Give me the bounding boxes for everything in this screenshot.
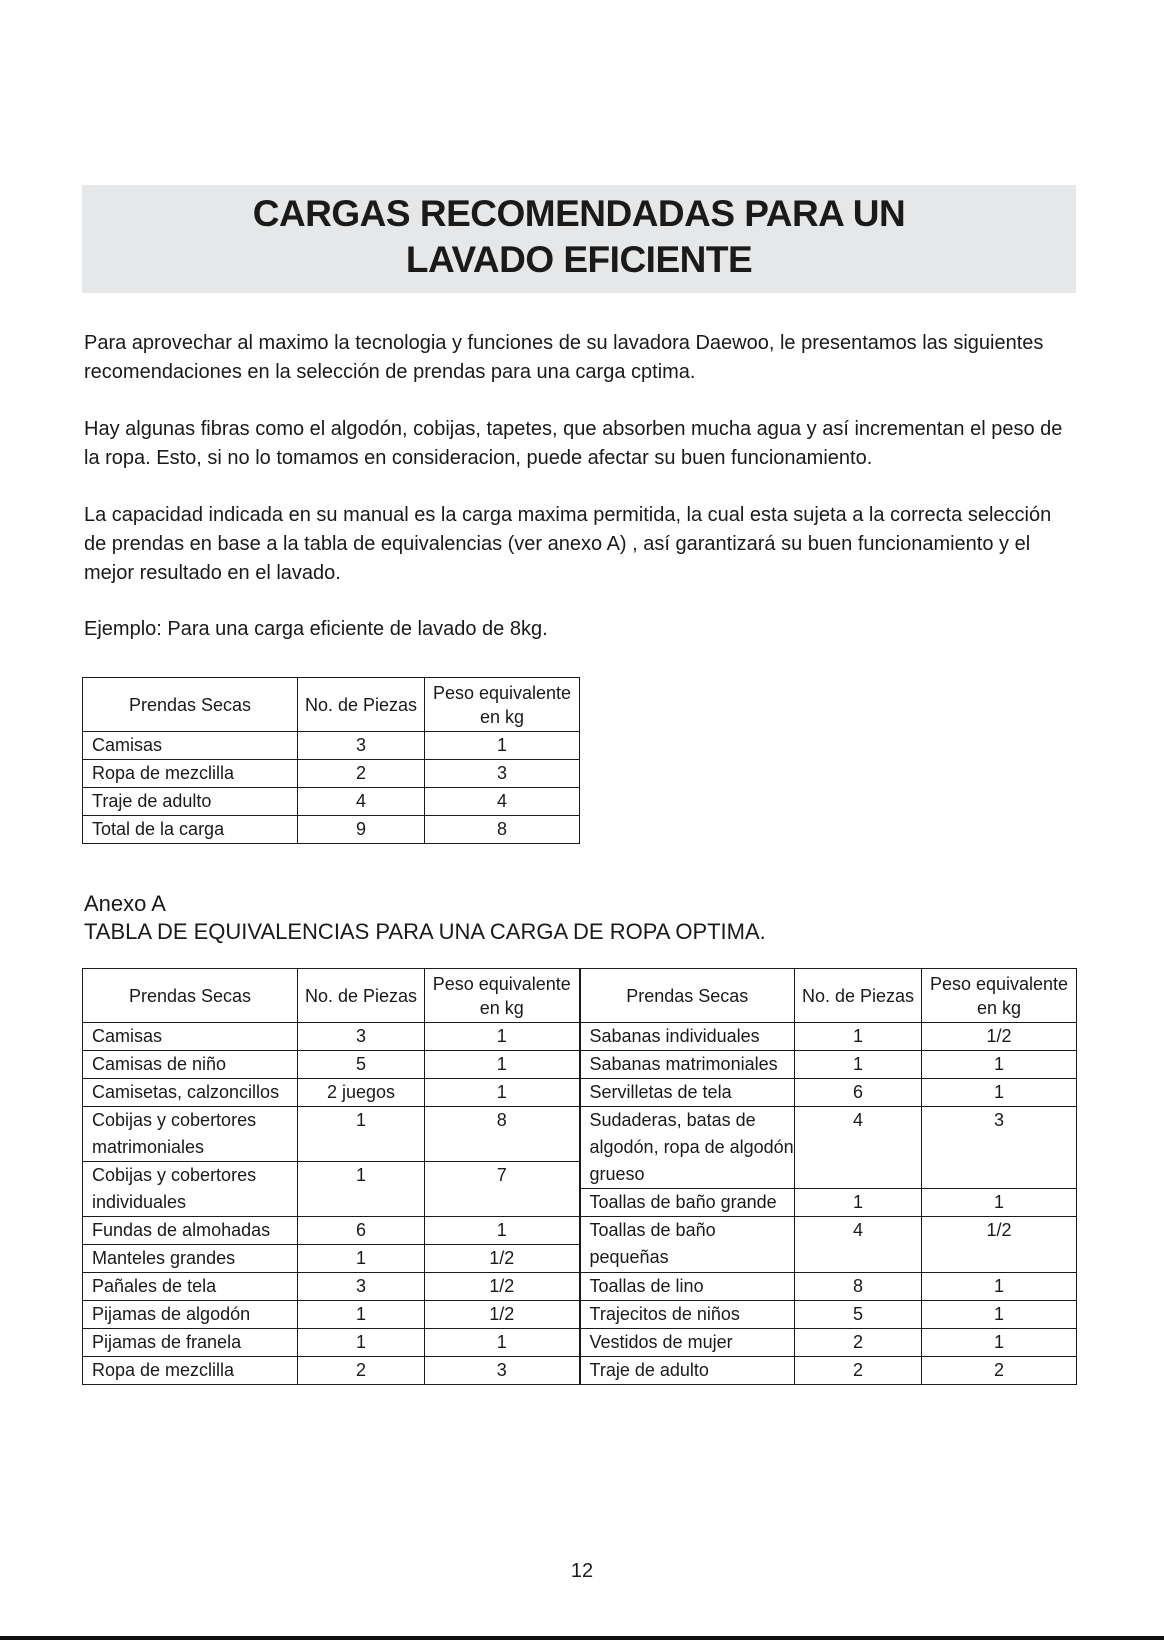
garment-cell: Servilletas de tela bbox=[580, 1079, 795, 1107]
garment-cell: Camisas de niño bbox=[83, 1051, 298, 1079]
equivalence-table bbox=[82, 968, 1077, 1385]
header-garment: Prendas Secas bbox=[83, 678, 298, 732]
garment-cell: Cobijas y cobertores matrimoniales bbox=[83, 1107, 298, 1162]
pieces-cell: 1 bbox=[298, 1329, 425, 1357]
garment-cell: Ropa de mezclilla bbox=[83, 1357, 298, 1385]
example-table-header bbox=[83, 678, 580, 732]
pieces-cell: 4 bbox=[298, 788, 425, 816]
table-row bbox=[83, 1273, 1077, 1301]
pieces-cell: 9 bbox=[298, 816, 425, 844]
garment-cell: Manteles grandes bbox=[83, 1245, 298, 1273]
header-pieces: No. de Piezas bbox=[298, 969, 425, 1023]
pieces-cell: 2 bbox=[795, 1329, 922, 1357]
pieces-cell: 8 bbox=[795, 1273, 922, 1301]
page-number: 12 bbox=[570, 1560, 594, 1582]
garment-cell: Cobijas y cobertores individuales bbox=[83, 1162, 298, 1217]
pieces-cell: 5 bbox=[795, 1301, 922, 1329]
pieces-cell: 3 bbox=[298, 1273, 425, 1301]
garment-cell: Camisas bbox=[83, 732, 298, 760]
table-row bbox=[83, 1217, 1077, 1245]
garment-cell: Trajecitos de niños bbox=[580, 1301, 795, 1329]
garment-cell: Sabanas individuales bbox=[580, 1023, 795, 1051]
garment-cell: Toallas de baño pequeñas bbox=[580, 1217, 795, 1273]
page-title-line-2: LAVADO EFICIENTE bbox=[405, 239, 753, 280]
pieces-cell: 1 bbox=[298, 1107, 425, 1162]
header-weight: Peso equivalente en kg bbox=[922, 969, 1077, 1023]
equivalence-table-header bbox=[83, 969, 1077, 1023]
weight-cell: 2 bbox=[922, 1357, 1077, 1385]
garment-cell: Vestidos de mujer bbox=[580, 1329, 795, 1357]
weight-cell: 1/2 bbox=[922, 1023, 1077, 1051]
weight-cell: 8 bbox=[425, 816, 580, 844]
table-row bbox=[83, 788, 580, 816]
pieces-cell: 2 bbox=[795, 1357, 922, 1385]
header-garment: Prendas Secas bbox=[83, 969, 298, 1023]
table-row bbox=[83, 760, 580, 788]
weight-cell: 1/2 bbox=[425, 1245, 580, 1273]
pieces-cell: 2 bbox=[298, 760, 425, 788]
pieces-cell: 1 bbox=[795, 1023, 922, 1051]
pieces-cell: 3 bbox=[298, 1023, 425, 1051]
weight-cell: 1 bbox=[922, 1301, 1077, 1329]
garment-cell: Sudaderas, batas de algodón, ropa de algodón grueso bbox=[580, 1107, 795, 1189]
table-row bbox=[83, 816, 580, 844]
pieces-cell: 4 bbox=[795, 1217, 922, 1273]
pieces-cell: 6 bbox=[298, 1217, 425, 1245]
header-garment: Prendas Secas bbox=[580, 969, 795, 1023]
garment-cell: Pañales de tela bbox=[83, 1273, 298, 1301]
page-title-box bbox=[82, 185, 1076, 293]
capacity-paragraph: La capacidad indicada en su manual es la carga maxima permitida, la cual esta sujeta a la correcta selección de prendas en base a la tabla de equivalencias (ver anexo A) , así garantizará su buen funcionamiento y el mejor resultado en el lavado. bbox=[84, 504, 1052, 584]
weight-cell: 1/2 bbox=[425, 1273, 580, 1301]
pieces-cell: 2 bbox=[298, 1357, 425, 1385]
page-title-line-1: CARGAS RECOMENDADAS PARA UN bbox=[252, 193, 906, 234]
table-row bbox=[83, 1051, 1077, 1079]
garment-cell: Pijamas de algodón bbox=[83, 1301, 298, 1329]
pieces-cell: 5 bbox=[298, 1051, 425, 1079]
garment-cell: Camisetas, calzoncillos bbox=[83, 1079, 298, 1107]
weight-cell: 3 bbox=[922, 1107, 1077, 1189]
header-weight: Peso equivalente en kg bbox=[425, 969, 580, 1023]
weight-cell: 1 bbox=[922, 1079, 1077, 1107]
intro-paragraph: Para aprovechar al maximo la tecnologia y funciones de su lavadora Daewoo, le presentamos las siguientes recomendaciones en la selección de prendas para una carga cptima. bbox=[84, 332, 1044, 383]
annex-label: Anexo A bbox=[84, 891, 166, 916]
weight-cell: 1 bbox=[425, 1051, 580, 1079]
table-row bbox=[83, 1023, 1077, 1051]
table-row bbox=[83, 1079, 1077, 1107]
page-bottom-rule bbox=[0, 1636, 1164, 1640]
weight-cell: 3 bbox=[425, 760, 580, 788]
pieces-cell: 2 juegos bbox=[298, 1079, 425, 1107]
garment-cell: Fundas de almohadas bbox=[83, 1217, 298, 1245]
pieces-cell: 4 bbox=[795, 1107, 922, 1189]
weight-cell: 1 bbox=[425, 732, 580, 760]
pieces-cell: 3 bbox=[298, 732, 425, 760]
fibers-paragraph: Hay algunas fibras como el algodón, cobijas, tapetes, que absorben mucha agua y así incrementan el peso de la ropa. Esto, si no lo tomamos en consideracion, puede afectar su buen funcionamiento. bbox=[84, 418, 1063, 469]
example-paragraph: Ejemplo: Para una carga eficiente de lavado de 8kg. bbox=[84, 618, 548, 640]
garment-cell: Pijamas de franela bbox=[83, 1329, 298, 1357]
garment-cell: Total de la carga bbox=[83, 816, 298, 844]
header-pieces: No. de Piezas bbox=[298, 678, 425, 732]
weight-cell: 1 bbox=[425, 1023, 580, 1051]
garment-cell: Traje de adulto bbox=[83, 788, 298, 816]
garment-cell: Traje de adulto bbox=[580, 1357, 795, 1385]
table-row bbox=[83, 1301, 1077, 1329]
weight-cell: 8 bbox=[425, 1107, 580, 1162]
pieces-cell: 1 bbox=[298, 1245, 425, 1273]
table-row bbox=[83, 1357, 1077, 1385]
pieces-cell: 6 bbox=[795, 1079, 922, 1107]
example-table bbox=[82, 677, 580, 844]
weight-cell: 1 bbox=[922, 1329, 1077, 1357]
weight-cell: 1 bbox=[922, 1051, 1077, 1079]
header-weight: Peso equivalente en kg bbox=[425, 678, 580, 732]
weight-cell: 1 bbox=[425, 1079, 580, 1107]
garment-cell: Toallas de baño grande bbox=[580, 1189, 795, 1217]
annex-heading bbox=[84, 890, 766, 946]
pieces-cell: 1 bbox=[795, 1051, 922, 1079]
weight-cell: 1 bbox=[425, 1329, 580, 1357]
garment-cell: Camisas bbox=[83, 1023, 298, 1051]
pieces-cell: 1 bbox=[795, 1189, 922, 1217]
table-row bbox=[83, 1329, 1077, 1357]
pieces-cell: 1 bbox=[298, 1162, 425, 1217]
garment-cell: Ropa de mezclilla bbox=[83, 760, 298, 788]
weight-cell: 1 bbox=[922, 1189, 1077, 1217]
table-row bbox=[83, 732, 580, 760]
garment-cell: Toallas de lino bbox=[580, 1273, 795, 1301]
weight-cell: 3 bbox=[425, 1357, 580, 1385]
header-pieces: No. de Piezas bbox=[795, 969, 922, 1023]
weight-cell: 1/2 bbox=[425, 1301, 580, 1329]
weight-cell: 1/2 bbox=[922, 1217, 1077, 1273]
pieces-cell: 1 bbox=[298, 1301, 425, 1329]
weight-cell: 1 bbox=[425, 1217, 580, 1245]
weight-cell: 7 bbox=[425, 1162, 580, 1217]
weight-cell: 4 bbox=[425, 788, 580, 816]
garment-cell: Sabanas matrimoniales bbox=[580, 1051, 795, 1079]
weight-cell: 1 bbox=[922, 1273, 1077, 1301]
annex-title: TABLA DE EQUIVALENCIAS PARA UNA CARGA DE ROPA OPTIMA. bbox=[84, 919, 766, 944]
